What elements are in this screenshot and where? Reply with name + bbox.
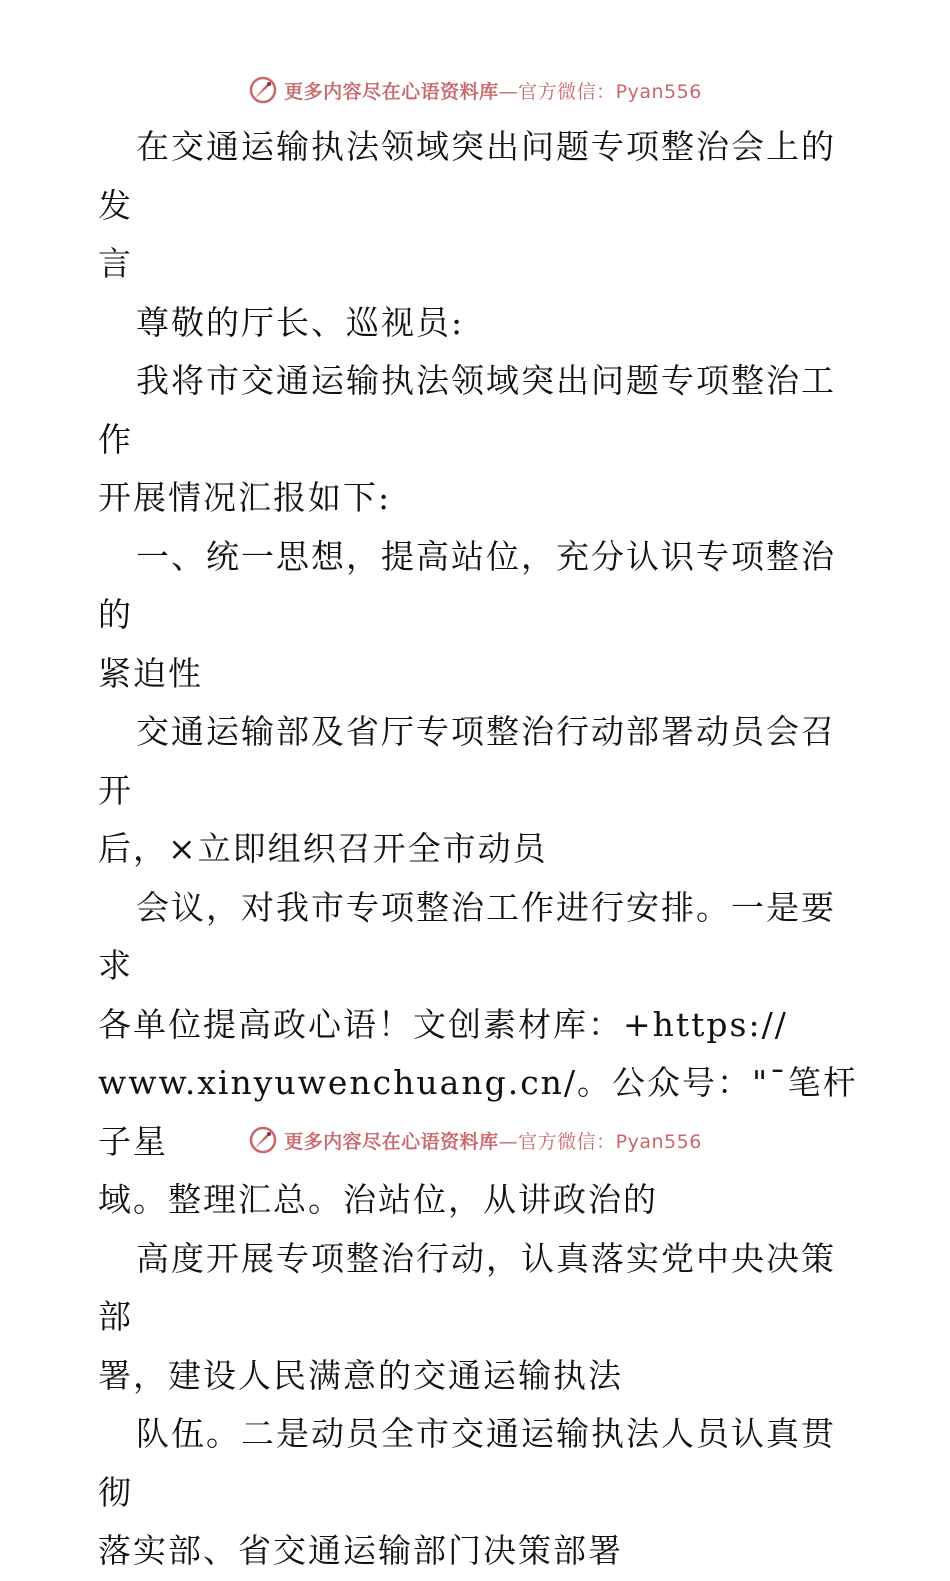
text-line: 域。整理汇总。治站位，从讲政治的 — [98, 1180, 658, 1219]
text-line: 尊敬的厅长、巡视员: — [136, 302, 465, 342]
watermark-brand-text: 更多内容尽在心语资料库 — [284, 80, 499, 103]
section-heading-paragraph — [98, 528, 858, 704]
text-line: 我将市交通运输执法领域突出问题专项整治工作 — [98, 361, 836, 459]
text-line: 开展情况汇报如下: — [98, 478, 392, 517]
text-line: 一、统一思想，提高站位，充分认识专项整治的 — [98, 536, 836, 634]
text-line: 后，×立即组织召开全市动员 — [98, 829, 548, 868]
text-line: 高度开展专项整治行动，认真落实党中央决策部 — [98, 1238, 836, 1336]
text-line: 各单位提高政心语！文创素材库：+https:// — [98, 1004, 788, 1044]
text-line: 紧迫性 — [98, 653, 203, 693]
intro-paragraph — [98, 352, 858, 528]
watermark-contact-text: —官方微信：Pyan556 — [498, 80, 702, 103]
header-watermark-banner — [0, 70, 950, 110]
body-paragraph — [98, 1230, 858, 1406]
text-line: 言 — [98, 244, 133, 283]
title-paragraph — [98, 118, 858, 294]
body-paragraph — [98, 703, 858, 879]
text-line: 队伍。二是动员全市交通运输执法人员认真贯彻 — [98, 1414, 836, 1512]
salutation-paragraph — [98, 294, 858, 353]
text-line: 交通运输部及省厅专项整治行动部署动员会召开 — [98, 712, 836, 810]
pen-nib-logo-icon — [248, 75, 278, 105]
pen-nib-logo-icon — [248, 1125, 278, 1155]
body-paragraph — [98, 879, 858, 1230]
footer-watermark-banner — [0, 1120, 950, 1160]
watermark-contact-text: —官方微信：Pyan556 — [498, 1130, 702, 1153]
text-line: www.xinyuwenchuang.cn/。公众号："¯笔杆子星 — [98, 1063, 858, 1161]
document-body — [98, 118, 858, 1581]
watermark-brand-text: 更多内容尽在心语资料库 — [284, 1130, 499, 1153]
text-line: 落实部、省交通运输部门决策部署 — [98, 1531, 623, 1570]
text-line: 在交通运输执法领域突出问题专项整治会上的发 — [98, 127, 836, 225]
text-line: 会议，对我市专项整治工作进行安排。一是要求 — [98, 887, 836, 985]
text-line: 署，建设人民满意的交通运输执法 — [98, 1355, 623, 1395]
body-paragraph — [98, 1405, 858, 1581]
